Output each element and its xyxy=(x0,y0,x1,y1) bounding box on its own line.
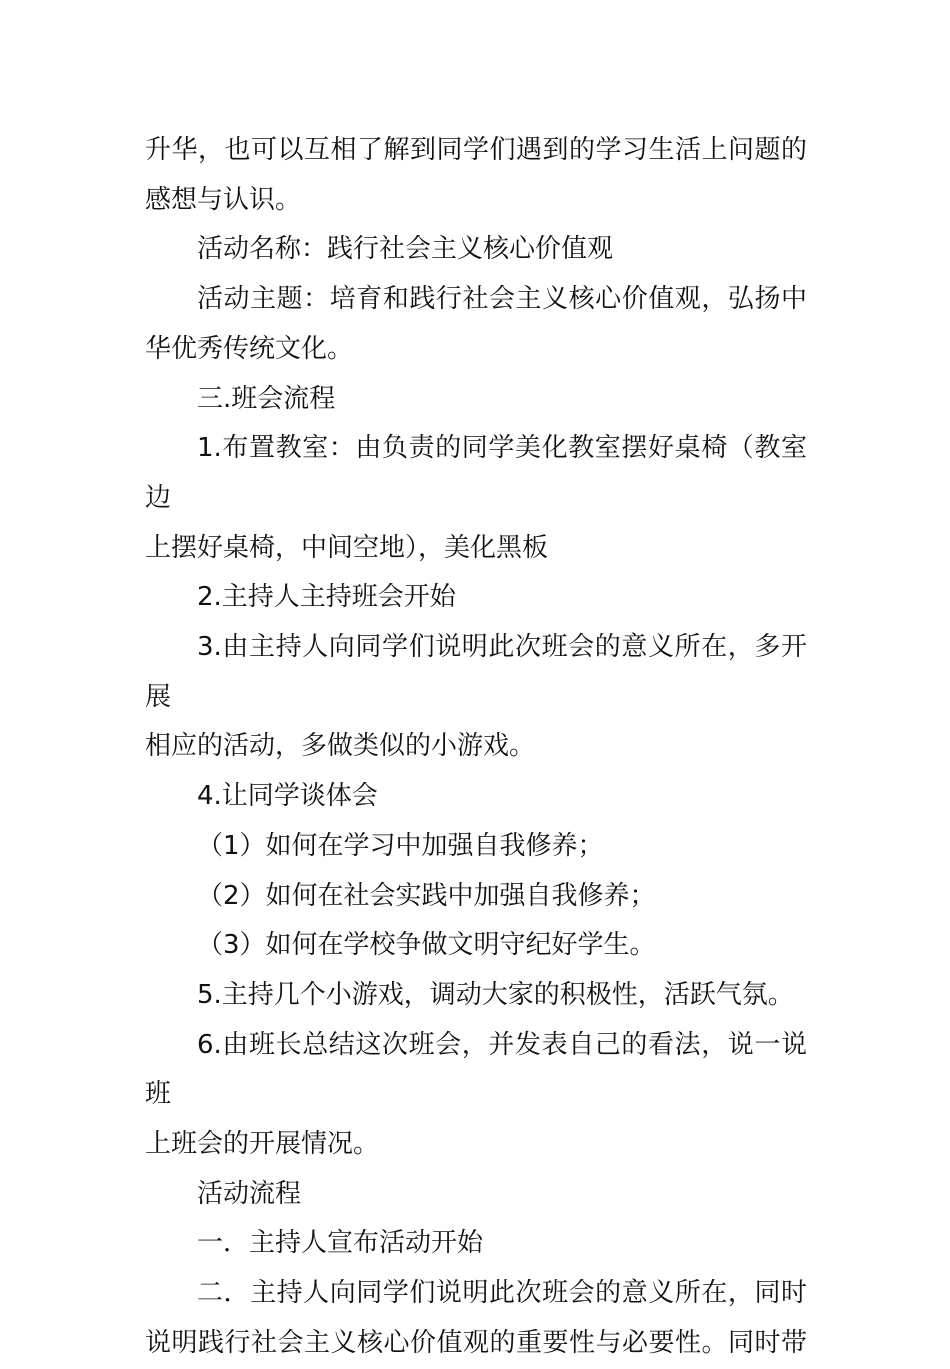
paragraph-activity-theme xyxy=(145,275,807,374)
text-line: 华优秀传统文化。 xyxy=(145,333,354,364)
list-item-6 xyxy=(145,1021,807,1170)
text-line: 6.由班长总结这次班会，并发表自己的看法，说一说班 xyxy=(145,1029,807,1110)
text-line: （1）如何在学习中加强自我修养； xyxy=(197,830,604,861)
text-line: 1.布置教室：由负责的同学美化教室摆好桌椅（教室边 xyxy=(145,433,807,513)
text-line: 活动名称：践行社会主义核心价值观 xyxy=(197,234,614,265)
list-item-4 xyxy=(145,772,807,822)
paragraph-intro-continuation xyxy=(145,126,807,225)
text-line: 说明践行社会主义核心价值观的重要性与必要性。同时带 xyxy=(145,1327,807,1358)
step-one xyxy=(145,1219,807,1269)
text-line: 3.由主持人向同学们说明此次班会的意义所在，多开展 xyxy=(145,632,807,712)
text-line: 三.班会流程 xyxy=(197,383,336,414)
text-line: 一．主持人宣布活动开始 xyxy=(197,1228,484,1259)
text-line: 升华，也可以互相了解到同学们遇到的学习生活上问题的 xyxy=(145,135,807,165)
step-two xyxy=(145,1269,807,1368)
sub-item-2 xyxy=(145,872,807,922)
list-item-1 xyxy=(145,424,807,573)
list-item-3 xyxy=(145,623,807,772)
sub-item-3 xyxy=(145,921,807,971)
text-line: 4.让同学谈体会 xyxy=(197,781,378,812)
paragraph-activity-name xyxy=(145,225,807,275)
text-line: 5.主持几个小游戏，调动大家的积极性，活跃气氛。 xyxy=(197,979,794,1010)
text-line: 上班会的开展情况。 xyxy=(145,1129,380,1160)
text-line: 二．主持人向同学们说明此次班会的意义所在，同时 xyxy=(197,1278,807,1309)
text-line: 相应的活动，多做类似的小游戏。 xyxy=(145,731,536,762)
text-line: 活动主题：培育和践行社会主义核心价值观，弘扬中 xyxy=(197,284,807,315)
text-line: （2）如何在社会实践中加强自我修养； xyxy=(197,880,656,911)
list-item-2 xyxy=(145,573,807,623)
list-item-5 xyxy=(145,971,807,1021)
text-line: 上摆好桌椅，中间空地），美化黑板 xyxy=(145,532,549,563)
text-line: （3）如何在学校争做文明守纪好学生。 xyxy=(197,930,656,961)
sub-item-1 xyxy=(145,822,807,872)
text-line: 活动流程 xyxy=(197,1178,302,1209)
section-heading-activity-process xyxy=(145,1170,807,1220)
text-line: 感想与认识。 xyxy=(145,184,302,215)
text-line: 2.主持人主持班会开始 xyxy=(197,582,456,613)
section-heading-class-meeting-process xyxy=(145,375,807,425)
document-body xyxy=(145,126,807,1369)
